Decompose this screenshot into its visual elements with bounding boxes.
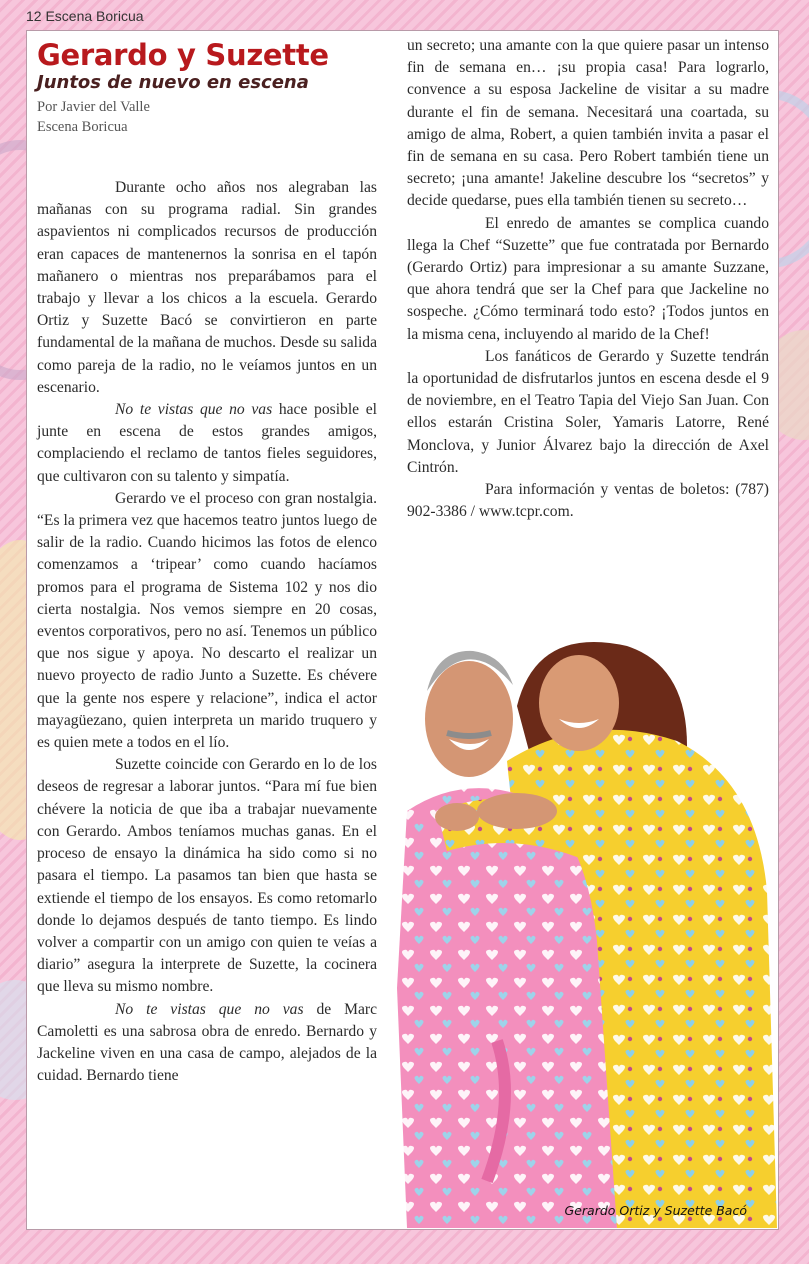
paragraph: Los fanáticos de Gerardo y Suzette tendrán la oportunidad de disfrutarlos juntos en escena desde el 9 de noviembre, en el Teatro Tapia del Viejo San Juan. Con ellos estarán Cristina Soler, Yamaris Latorre, René Monclova, y Junior Álvarez bajo la dirección de Axel Cintrón.: [407, 347, 769, 476]
play-title: No te vistas que no vas: [115, 1000, 304, 1018]
running-head: 12 Escena Boricua: [26, 8, 144, 24]
paragraph: El enredo de amantes se complica cuando llega la Chef “Suzette” que fue contratada por Bernardo (Gerardo Ortiz) para impresionar a su amante Suzzane, que ahora tendrá que ser la Chef para que Jackeline no sospeche. ¿Cómo terminará todo esto? ¡Todos juntos en la misma cena, incluyendo al marido de la Chef!: [407, 214, 769, 343]
article-page: [26, 30, 779, 1230]
paragraph: Para información y ventas de boletos: (787) 902-3386 / www.tcpr.com.: [407, 481, 769, 521]
paragraph-text: hace posible el junte en escena de estos grandes amigos, complaciendo el reclamo de tantos fieles seguidores, que cultivaron con su talento y simpatía.: [37, 401, 378, 485]
play-title: No te vistas que no vas: [115, 401, 273, 419]
byline-publication: Escena Boricua: [37, 119, 128, 135]
left-column: [37, 39, 377, 1087]
paragraph: un secreto; una amante con la que quiere pasar un intenso fin de semana en… ¡su propia casa! Para lograrlo, convence a su esposa Jackeline de visitar a su madre durante el fin de semana. Necesitará una coartada, su amigo de alma, Robert, a quien también invita a pasar el fin de semana en su casa. Pero Robert también tiene un secreto; ¡una amante! Jakeline descubre los “secretos” y decide quedarse, pues ella también tienen su secreto…: [407, 37, 769, 210]
cast-photo-illustration: [397, 611, 777, 1228]
paragraph: Durante ocho años nos alegraban las mañanas con su programa radial. Sin grandes aspavientos ni complicados recursos de producción eran capaces de mantenernos la sonrisa en el tapón mañanero o mientras nos preparábamos para el trabajo y llevar a los chicos a la escuela. Gerardo Ortiz y Suzette Bacó se convirtieron en parte fundamental de la mañana de muchos. Desde su salida como pareja de la radio, no le veíamos juntos en un escenario.: [37, 179, 377, 396]
article-subtitle: Juntos de nuevo en escena: [37, 72, 309, 93]
paragraph: [37, 999, 377, 1088]
photo-caption: Gerardo Ortiz y Suzette Bacó: [564, 1203, 747, 1218]
paragraph: [37, 399, 377, 488]
right-column: [407, 35, 769, 523]
byline-author: Por Javier del Valle: [37, 99, 150, 115]
paragraph: Suzette coincide con Gerardo en lo de los deseos de regresar a laborar juntos. “Para mí fue bien chévere la noticia de que iba a trabajar nuevamente con Gerardo. Ambos teníamos muchas ganas. En el proceso de ensayo la dinámica ha sido como si no pasara el tiempo. La pasamos tan bien que hasta se extiende el tiempo de los ensayos. Es como retomarlo donde lo dejamos después de tanto tiempo. Es lindo volver a compartir con un amigo con quien te veías a diario” asegura la interprete de Suzette, la cocinera que lleva su mismo nombre.: [37, 756, 377, 996]
cast-photo: [397, 611, 777, 1228]
paragraph-text: de Marc Camoletti es una sabrosa obra de enredo. Bernardo y Jackeline viven en una casa de campo, alejados de la cuidad. Bernardo tiene: [37, 1000, 377, 1085]
article-title: Gerardo y Suzette: [37, 38, 329, 72]
paragraph: Gerardo ve el proceso con gran nostalgia. “Es la primera vez que hacemos teatro juntos luego de salir de la radio. Cuando hicimos las fotos de elenco comenzamos a ‘tripear’ como cuando hacíamos promos para el programa de Sistema 102 y nos dio cierta nostalgia. Nos vemos siempre en 20 cosas, eventos corporativos, pero no así. Tenemos un público que nos sigue y apoya. No descarto el realizar un nuevo proyecto de radio Junto a Suzette. Es chévere que la gente nos espere y relacione”, indica el actor mayagüezano, quien interpreta un marido truquero y es quien mete a todos en el lío.: [37, 489, 377, 752]
